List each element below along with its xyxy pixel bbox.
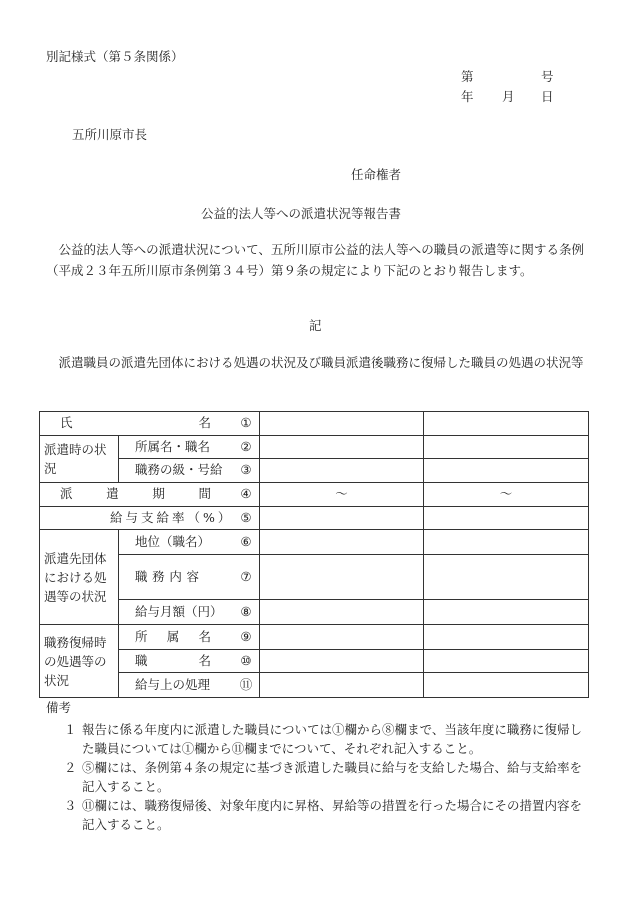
label-name: [40, 412, 260, 436]
label-return-pay: 給与上の処理 ⑪: [119, 673, 260, 698]
item-number: ⑤: [240, 509, 252, 525]
table-row: [40, 459, 589, 483]
date-day: 日: [541, 89, 554, 104]
note-item: [64, 720, 582, 758]
item-number: ②: [240, 438, 252, 454]
duties-cell-1[interactable]: [260, 555, 424, 600]
table-row: [40, 507, 589, 530]
return-dept-cell-2[interactable]: [424, 625, 589, 650]
label-grade: 職務の級・号給 ③: [119, 459, 260, 483]
label-return-pos: [119, 650, 260, 673]
item-number: ⑩: [240, 652, 252, 668]
salary-cell-1[interactable]: [260, 600, 424, 625]
number-line-go: 号: [541, 69, 554, 84]
date-year: 年: [461, 89, 474, 104]
date-month: 月: [502, 89, 515, 104]
item-number: ①: [240, 415, 252, 431]
return-pay-cell-2[interactable]: [424, 673, 589, 698]
note-number: １: [64, 722, 77, 737]
document-title: 公益的法人等への派遣状況等報告書: [201, 206, 402, 221]
note-item: [64, 796, 582, 834]
table-row: [40, 412, 589, 436]
label-char: 職: [135, 568, 148, 584]
label-salary: 給与月額（円） ⑧: [119, 600, 260, 625]
position-cell-1[interactable]: [260, 530, 424, 555]
table-row: [40, 555, 589, 600]
rate-cell-1[interactable]: [260, 507, 424, 530]
label-dept: 所属名・職名 ②: [119, 436, 260, 459]
issuer: 任命権者: [351, 167, 402, 182]
group-dispatch: 派遣時の状況: [40, 436, 119, 483]
table-row: [40, 436, 589, 459]
ki-mark: 記: [309, 318, 322, 333]
item-number: ⑨: [240, 628, 252, 644]
grade-cell-2[interactable]: [424, 459, 589, 483]
label-period: [40, 483, 260, 507]
label-char: 氏: [60, 415, 73, 431]
label-char: 間: [198, 486, 211, 502]
table-subtitle: 派遣職員の派遣先団体における処遇の状況及び職員派遣後職務に復帰した職員の処遇の状況等: [58, 355, 584, 370]
item-number: ⑧: [240, 603, 252, 619]
label-return-dept: [119, 625, 260, 650]
label-char: 容: [186, 568, 199, 584]
dept-cell-2[interactable]: [424, 436, 589, 459]
name-cell-1[interactable]: [260, 412, 424, 436]
label-char: 派: [60, 486, 73, 502]
return-pos-cell-2[interactable]: [424, 650, 589, 673]
label-char: 名: [198, 652, 211, 668]
period-cell-1[interactable]: [260, 483, 424, 507]
name-cell-2[interactable]: [424, 412, 589, 436]
item-number: ③: [240, 462, 252, 478]
table-row: [40, 673, 589, 698]
note-item: [64, 758, 582, 796]
label-char: 名: [198, 415, 211, 431]
label-char: 属: [166, 628, 180, 644]
label-duties: [119, 555, 260, 600]
note-text: 報告に係る年度内に派遣した職員については①欄から⑧欄まで、当該年度に職務に復帰した職員については①欄から⑪欄までについて、それぞれ記入すること。: [82, 722, 582, 756]
return-pay-cell-1[interactable]: [260, 673, 424, 698]
item-number: ⑪: [239, 676, 253, 692]
addressee: 五所川原市長: [72, 127, 148, 142]
position-cell-2[interactable]: [424, 530, 589, 555]
label-char: 務: [152, 568, 165, 584]
dept-cell-1[interactable]: [260, 436, 424, 459]
duties-cell-2[interactable]: [424, 555, 589, 600]
table-row: [40, 530, 589, 555]
grade-cell-1[interactable]: [260, 459, 424, 483]
group-treatment: 派遣先団体における処遇等の状況: [40, 530, 119, 625]
item-number: ⑦: [240, 568, 252, 584]
label-position: 地位（職名） ⑥: [119, 530, 260, 555]
label-char: 職: [135, 652, 148, 668]
table-row: [40, 483, 589, 507]
label-char: 名: [198, 628, 211, 644]
intro-paragraph: 公益的法人等への派遣状況について、五所川原市公益的法人等への職員の派遣等に関する条例（平成２３年五所川原市条例第３４号）第９条の規定により下記のとおり報告します。: [46, 242, 584, 278]
label-char: 遣: [106, 486, 119, 502]
form-label: 別記様式（第５条関係）: [46, 49, 184, 64]
label-char: 所: [135, 628, 148, 644]
return-dept-cell-1[interactable]: [260, 625, 424, 650]
rate-cell-2[interactable]: [424, 507, 589, 530]
note-number: ３: [64, 798, 77, 813]
tilde-mark: ～: [499, 486, 513, 502]
item-number: ⑥: [240, 533, 252, 549]
table-row: [40, 650, 589, 673]
note-text: ⑤欄には、条例第４条の規定に基づき派遣した職員に給与を支給した場合、給与支給率を記入すること。: [82, 760, 583, 794]
tilde-mark: ～: [335, 486, 348, 502]
label-rate: 給与支給率（%） ⑤: [40, 507, 260, 530]
table-row: [40, 600, 589, 625]
item-number: ④: [240, 486, 252, 502]
label-char: 期: [152, 486, 165, 502]
note-number: ２: [64, 760, 77, 775]
salary-cell-2[interactable]: [424, 600, 589, 625]
number-line-dai: 第: [461, 69, 474, 84]
note-text: ⑪欄には、職務復帰後、対象年度内に昇格、昇給等の措置を行った場合にその措置内容を記入すること。: [82, 798, 583, 832]
group-return: 職務復帰時の処遇等の状況: [40, 625, 119, 698]
table-row: [40, 625, 589, 650]
period-cell-2[interactable]: [424, 483, 589, 507]
return-pos-cell-1[interactable]: [260, 650, 424, 673]
label-char: 内: [169, 568, 182, 584]
notes-heading: 備考: [46, 700, 72, 715]
report-table: [39, 411, 589, 698]
